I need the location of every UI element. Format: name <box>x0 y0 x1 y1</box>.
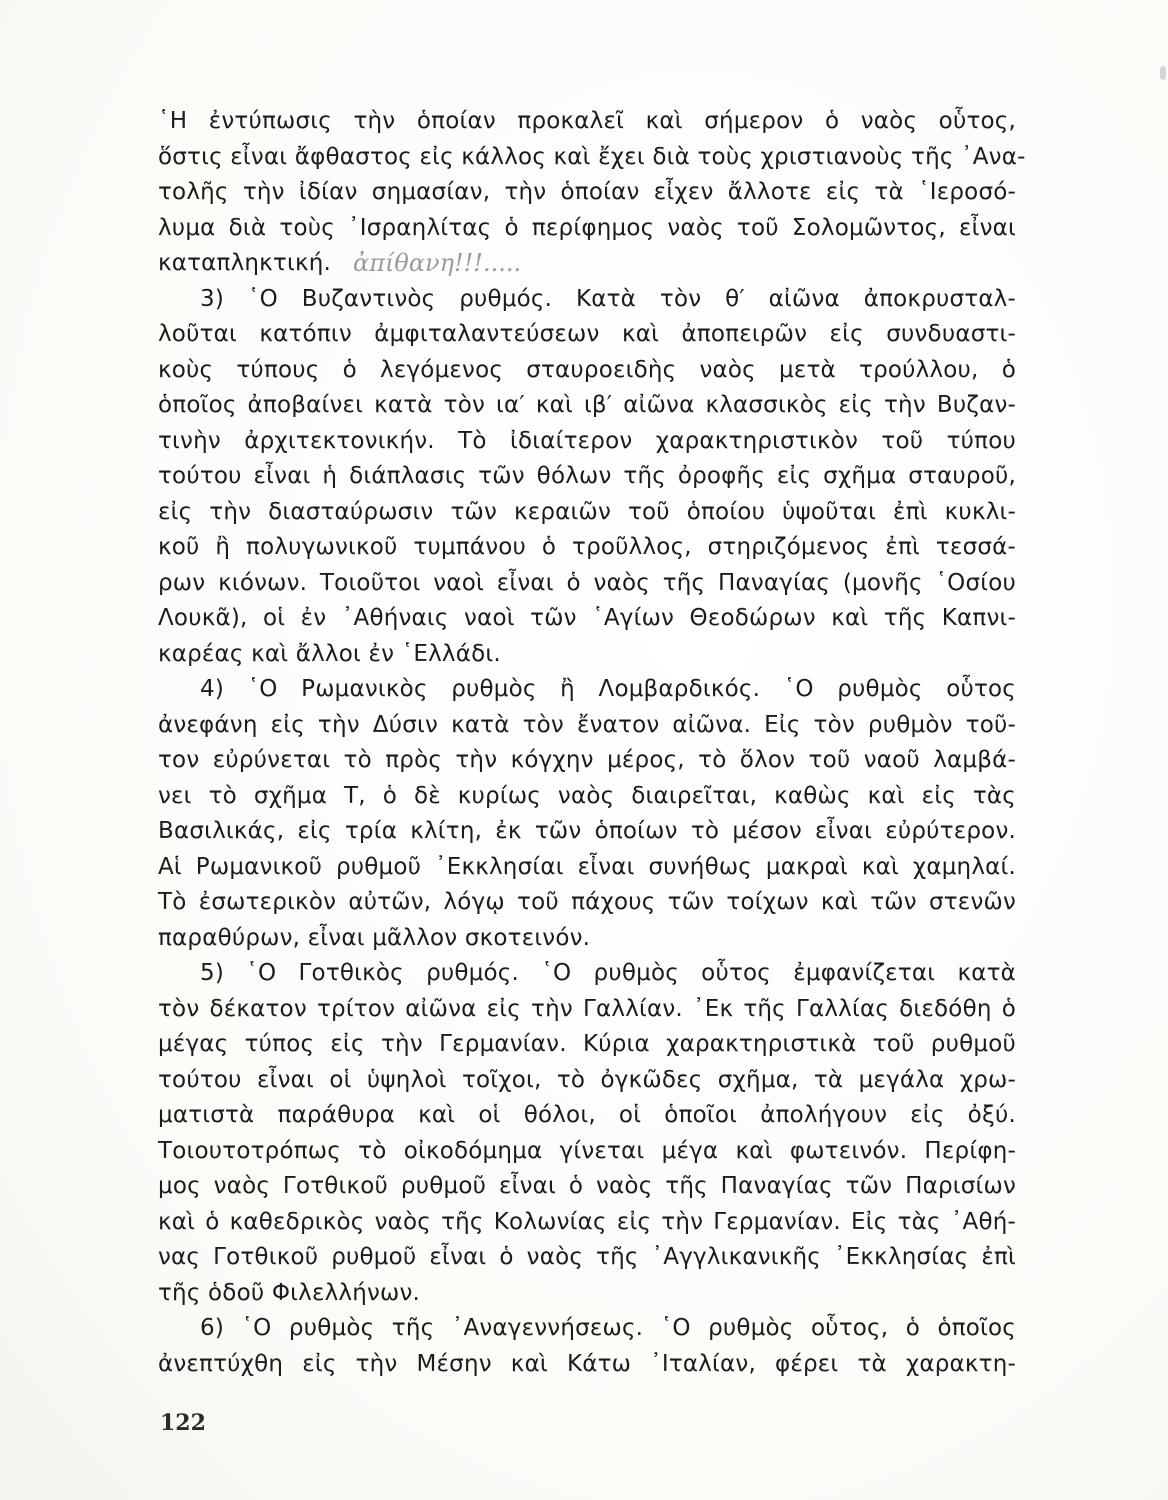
text-line: λοῦται κατόπιν ἀμφιταλαντεύσεων καὶ ἀποπειρῶν εἰς συνδυαστι- <box>158 321 1016 347</box>
section-heading-line: 5) ῾Ο Γοτθικὸς ρυθμός. ῾Ο ρυθμὸς οὗτος ἐμφανίζεται κατὰ <box>200 960 1016 986</box>
text-line: μος ναὸς Γοτθικοῦ ρυθμοῦ εἶναι ὁ ναὸς τῆς Παναγίας τῶν Παρισίων <box>158 1173 1016 1199</box>
text-line: λυμα διὰ τοὺς ᾿Ισραηλίτας ὁ περίφημος ναὸς τοῦ Σολομῶντος, εἶναι <box>158 214 1016 241</box>
text-line: ῾Η ἐντύπωσις τὴν ὁποίαν προκαλεῖ καὶ σήμερον ὁ ναὸς οὗτος, <box>158 108 1016 134</box>
edge-mark <box>1160 66 1166 80</box>
text-line: μέγας τύπος εἰς τὴν Γερμανίαν. Κύρια χαρακτηριστικὰ τοῦ ρυθμοῦ <box>158 1031 1016 1057</box>
text-line: ματιστὰ παράθυρα καὶ οἱ θόλοι, οἱ ὁποῖοι ἀπολήγουν εἰς ὀξύ. <box>158 1102 1016 1128</box>
text-line: καταπληκτική. <box>158 250 331 276</box>
text-line: Αἱ Ρωμανικοῦ ρυθμοῦ ᾿Εκκλησίαι εἶναι συνήθως μακραὶ καὶ χαμηλαί. <box>158 853 1016 880</box>
text-line: καρέας καὶ ἄλλοι ἐν ῾Ελλάδι. <box>158 640 501 667</box>
text-line: Βασιλικάς, εἰς τρία κλίτη, ἐκ τῶν ὁποίων τὸ μέσον εἶναι εὐρύτερον. <box>158 818 1016 844</box>
text-line: τούτου εἶναι ἡ διάπλασις τῶν θόλων τῆς ὀροφῆς εἰς σχῆμα σταυροῦ, <box>158 463 1016 489</box>
page-number: 122 <box>160 1410 206 1436</box>
section-heading-line: 3) ῾Ο Βυζαντινὸς ρυθμός. Κατὰ τὸν θ′ αἰῶνα ἀποκρυσταλ- <box>200 285 1016 312</box>
text-line: ὅστις εἶναι ἄφθαστος εἰς κάλλος καὶ ἔχει διὰ τοὺς χριστιανοὺς τῆς ᾿Ανα- <box>158 143 1026 170</box>
text-line: ἀνεφάνη εἰς τὴν Δύσιν κατὰ τὸν ἔνατον αἰῶνα. Εἰς τὸν ρυθμὸν τοῦ- <box>158 711 1016 738</box>
handwritten-note: ἀπίθανη!!!..... <box>353 249 522 277</box>
text-line: Τοιουτοτρόπως τὸ οἰκοδόμημα γίνεται μέγα καὶ φωτεινόν. Περίφη- <box>158 1137 1016 1164</box>
text-line: κοῦ ἢ πολυγωνικοῦ τυμπάνου ὁ τροῦλλος, στηριζόμενος ἐπὶ τεσσά- <box>158 534 1016 560</box>
text-line: τινὴν ἀρχιτεκτονικήν. Τὸ ἰδιαίτερον χαρακτηριστικὸν τοῦ τύπου <box>158 427 1016 454</box>
text-line: καὶ ὁ καθεδρικὸς ναὸς τῆς Κολωνίας εἰς τὴν Γερμανίαν. Εἰς τὰς ᾿Αθή- <box>158 1208 1016 1235</box>
text-line: κοὺς τύπους ὁ λεγόμενος σταυροειδὴς ναὸς μετὰ τρούλλου, ὁ <box>158 356 1016 383</box>
text-line: εἰς τὴν διασταύρωσιν τῶν κεραιῶν τοῦ ὁποίου ὑψοῦται ἐπὶ κυκλι- <box>158 498 1016 525</box>
text-line: ρων κιόνων. Τοιοῦτοι ναοὶ εἶναι ὁ ναὸς τῆς Παναγίας (μονῆς ῾Οσίου <box>158 569 1016 596</box>
text-line: παραθύρων, εἶναι μᾶλλον σκοτεινόν. <box>158 924 591 951</box>
section-heading-line: 4) ῾Ο Ρωμανικὸς ρυθμὸς ἢ Λομβαρδικός. ῾Ο ρυθμὸς οὗτος <box>200 676 1016 702</box>
section-heading-line: 6) ῾Ο ρυθμὸς τῆς ᾿Αναγεννήσεως. ῾Ο ρυθμὸς οὗτος, ὁ ὁποῖος <box>200 1315 1016 1341</box>
text-line: τον εὐρύνεται τὸ πρὸς τὴν κόγχην μέρος, τὸ ὅλον τοῦ ναοῦ λαμβά- <box>158 747 1016 773</box>
text-line: τῆς ὁδοῦ Φιλελλήνων. <box>158 1279 421 1306</box>
text-line: νει τὸ σχῆμα Τ, ὁ δὲ κυρίως ναὸς διαιρεῖται, καθὼς καὶ εἰς τὰς <box>158 782 1016 809</box>
text-line: νας Γοτθικοῦ ρυθμοῦ εἶναι ὁ ναὸς τῆς ᾿Αγγλικανικῆς ᾿Εκκλησίας ἐπὶ <box>158 1244 1016 1270</box>
text-line: τούτου εἶναι οἱ ὑψηλοὶ τοῖχοι, τὸ ὀγκῶδες σχῆμα, τὰ μεγάλα χρω- <box>158 1066 1016 1093</box>
body-text <box>158 104 1026 1382</box>
text-line: Τὸ ἐσωτερικὸν αὐτῶν, λόγῳ τοῦ πάχους τῶν τοίχων καὶ τῶν στενῶν <box>158 889 1016 915</box>
text-line: τολῆς τὴν ἰδίαν σημασίαν, τὴν ὁποίαν εἶχεν ἄλλοτε εἰς τὰ ῾Ιεροσό- <box>158 179 1016 205</box>
text-line: Λουκᾶ), οἱ ἐν ᾿Αθήναις ναοὶ τῶν ῾Αγίων Θεοδώρων καὶ τῆς Καπνι- <box>158 605 1016 631</box>
text-line: ἀνεπτύχθη εἰς τὴν Μέσην καὶ Κάτω ᾿Ιταλίαν, φέρει τὰ χαρακτη- <box>158 1350 1016 1377</box>
text-line: τὸν δέκατον τρίτον αἰῶνα εἰς τὴν Γαλλίαν. ᾿Εκ τῆς Γαλλίας διεδόθη ὁ <box>158 995 1016 1022</box>
text-line: ὁποῖος ἀποβαίνει κατὰ τὸν ια′ καὶ ιβ′ αἰῶνα κλασσικὸς εἰς τὴν Βυζαν- <box>158 392 1016 418</box>
